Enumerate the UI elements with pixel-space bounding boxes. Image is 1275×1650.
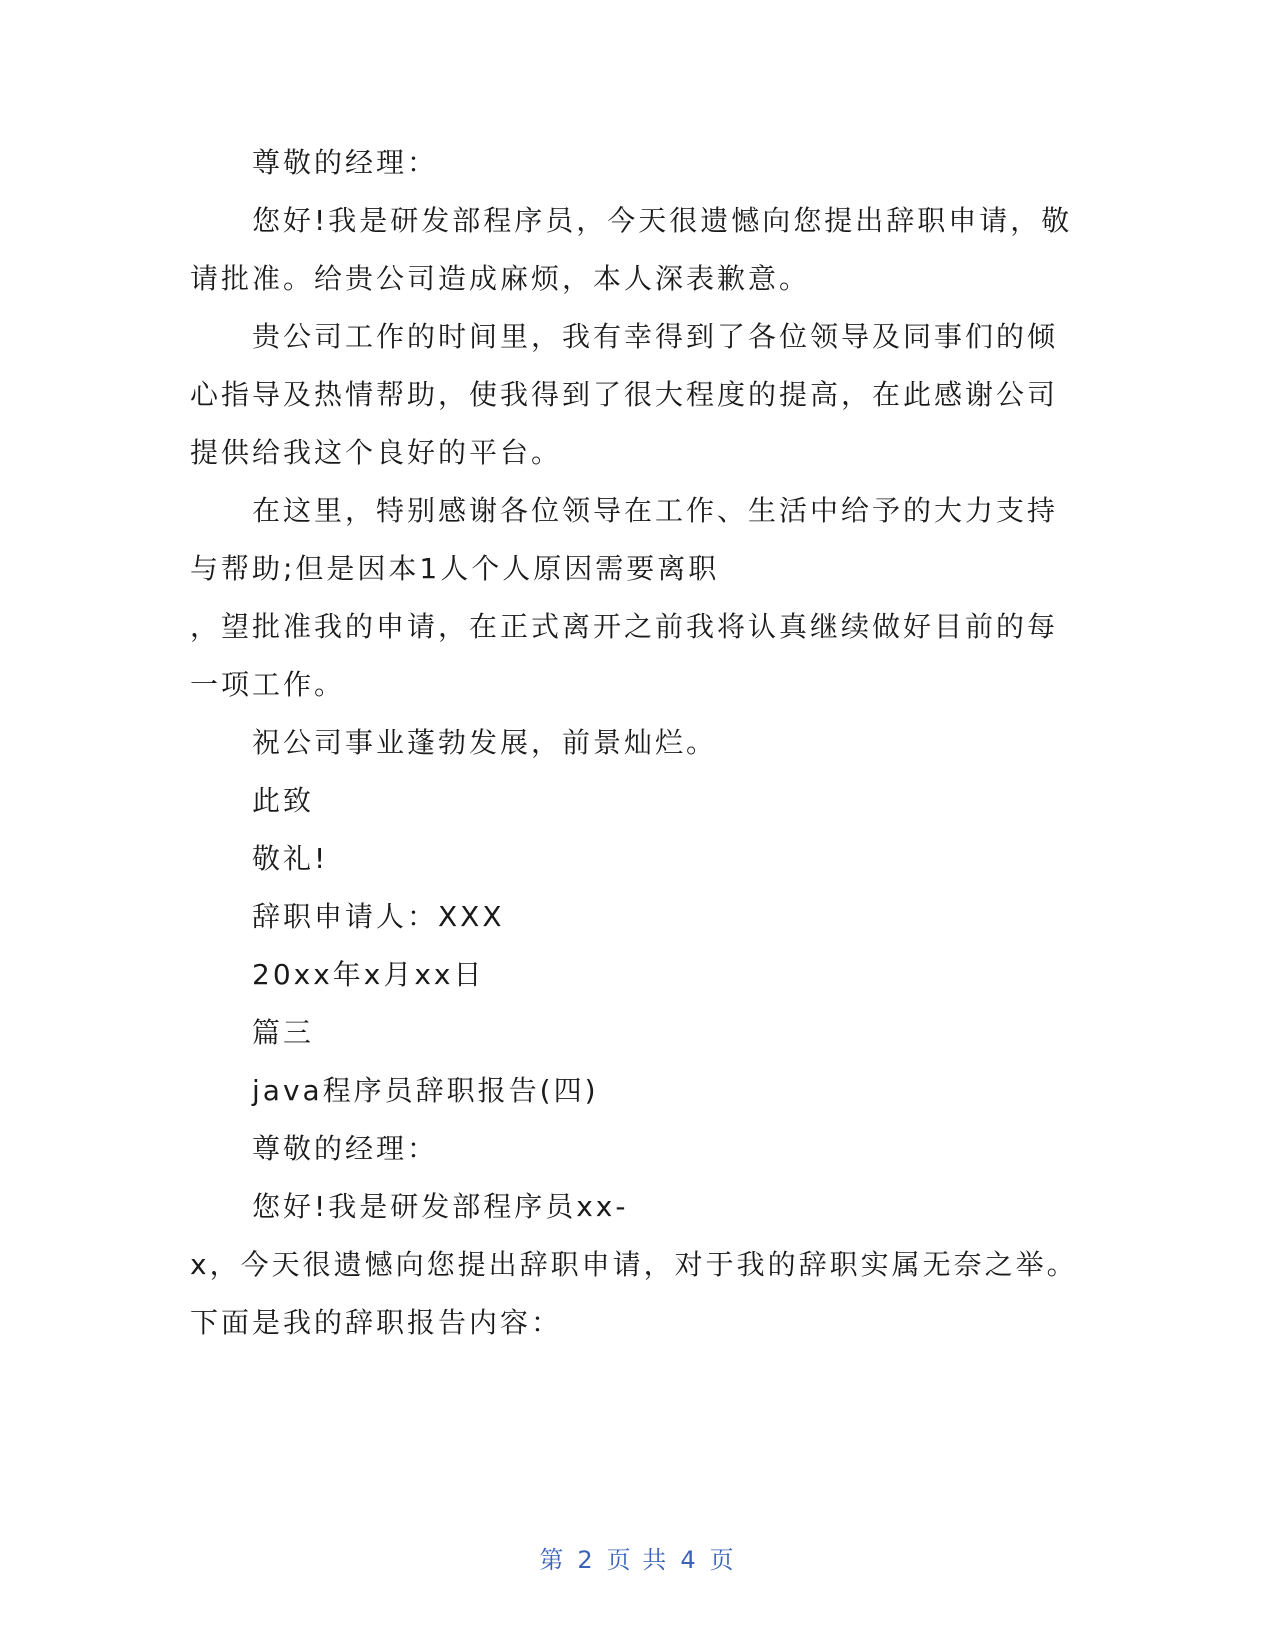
signature-line: 辞职申请人：XXX bbox=[252, 900, 505, 933]
paragraph-line: x，今天很遗憾向您提出辞职申请，对于我的辞职实属无奈之举。 bbox=[190, 1248, 1078, 1281]
paragraph-line: 心指导及热情帮助，使我得到了很大程度的提高，在此感谢公司 bbox=[190, 378, 1059, 411]
date-line: 20xx年x月xx日 bbox=[252, 958, 485, 991]
paragraph-line: 在这里，特别感谢各位领导在工作、生活中给予的大力支持 bbox=[252, 494, 1059, 527]
footer-middle: 页 共 bbox=[606, 1546, 669, 1574]
paragraph-line: 您好!我是研发部程序员，今天很遗憾向您提出辞职申请，敬 bbox=[252, 204, 1073, 237]
section-title: java程序员辞职报告(四) bbox=[252, 1074, 599, 1107]
footer-suffix: 页 bbox=[709, 1546, 736, 1574]
paragraph-line: 请批准。给贵公司造成麻烦，本人深表歉意。 bbox=[190, 262, 811, 295]
paragraph-line: 与帮助;但是因本1人个人原因需要离职 bbox=[190, 552, 720, 585]
salutation: 尊敬的经理： bbox=[252, 1132, 439, 1165]
paragraph-line: 提供给我这个良好的平台。 bbox=[190, 436, 563, 469]
paragraph-line: 一项工作。 bbox=[190, 668, 346, 701]
section-heading: 篇三 bbox=[252, 1016, 315, 1049]
footer-prefix: 第 bbox=[539, 1546, 566, 1574]
paragraph-line: ，望批准我的申请，在正式离开之前我将认真继续做好目前的每 bbox=[190, 610, 1059, 643]
footer-current-page: 2 bbox=[577, 1546, 595, 1574]
page-footer bbox=[0, 1545, 1275, 1575]
footer-total-pages: 4 bbox=[680, 1546, 698, 1574]
closing-line: 此致 bbox=[252, 784, 315, 817]
closing-wish: 祝公司事业蓬勃发展，前景灿烂。 bbox=[252, 726, 718, 759]
closing-line: 敬礼! bbox=[252, 842, 329, 875]
salutation: 尊敬的经理： bbox=[252, 146, 439, 179]
paragraph-line: 下面是我的辞职报告内容： bbox=[190, 1306, 563, 1339]
paragraph-line: 贵公司工作的时间里，我有幸得到了各位领导及同事们的倾 bbox=[252, 320, 1059, 353]
paragraph-line: 您好!我是研发部程序员xx- bbox=[252, 1190, 629, 1223]
